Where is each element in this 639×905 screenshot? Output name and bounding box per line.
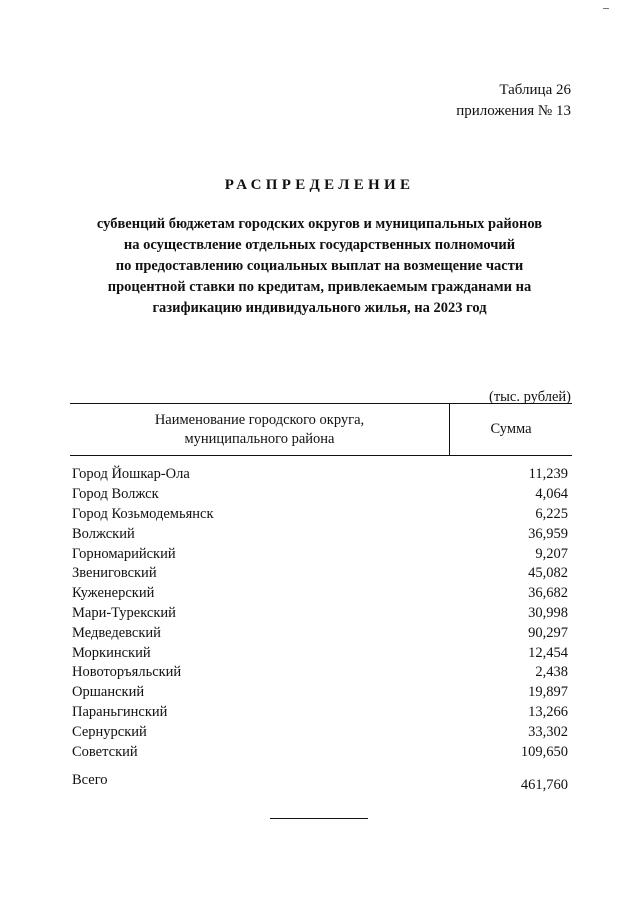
total-label: Всего xyxy=(72,772,108,788)
subtitle-line: газификацию индивидуального жилья, на 2023 год xyxy=(152,300,487,316)
row-sum: 12,454 xyxy=(528,644,568,661)
column-header-name-line: Наименование городского округа, xyxy=(154,411,365,428)
subtitle-line: процентной ставки по кредитам, привлекаемым гражданами на xyxy=(107,279,532,295)
row-name: Сернурский xyxy=(72,723,147,740)
document-title: РАСПРЕДЕЛЕНИЕ xyxy=(224,177,415,193)
document-subtitle xyxy=(60,214,579,319)
table-body xyxy=(72,465,568,762)
table-row xyxy=(72,683,568,703)
subtitle-line: по предоставлению социальных выплат на возмещение части xyxy=(115,258,524,274)
row-name: Звениговский xyxy=(72,565,157,582)
row-name: Мари-Турекский xyxy=(72,604,176,621)
row-sum: 4,064 xyxy=(535,486,568,503)
row-sum: 9,207 xyxy=(535,545,568,562)
row-name: Горномарийский xyxy=(72,545,176,562)
table-row xyxy=(72,485,568,505)
column-header-name xyxy=(70,404,450,455)
subtitle-line: субвенций бюджетам городских округов и муниципальных районов xyxy=(96,216,543,232)
table-row xyxy=(72,703,568,723)
row-name: Город Волжск xyxy=(72,486,159,503)
row-sum: 36,959 xyxy=(528,525,568,542)
table-row xyxy=(72,564,568,584)
row-name: Советский xyxy=(72,743,138,760)
row-name: Моркинский xyxy=(72,644,151,661)
row-name: Параньгинский xyxy=(72,703,168,720)
row-name: Город Козьмодемьянск xyxy=(72,505,214,522)
table-header xyxy=(70,403,572,456)
row-sum: 33,302 xyxy=(528,723,568,740)
corner-mark xyxy=(603,8,609,9)
table-row xyxy=(72,643,568,663)
table-row xyxy=(72,524,568,544)
table-row xyxy=(72,465,568,485)
column-header-name-line: муниципального района xyxy=(184,430,335,447)
row-sum: 36,682 xyxy=(528,585,568,602)
closing-rule xyxy=(270,818,368,819)
row-sum: 2,438 xyxy=(535,664,568,681)
row-sum: 11,239 xyxy=(528,466,568,483)
table-row xyxy=(72,663,568,683)
subtitle-line: на осуществление отдельных государственных полномочий xyxy=(123,237,516,253)
row-name: Медведевский xyxy=(72,624,161,641)
row-sum: 13,266 xyxy=(528,703,568,720)
row-sum: 30,998 xyxy=(528,604,568,621)
table-row xyxy=(72,584,568,604)
row-name: Город Йошкар-Ола xyxy=(72,466,190,483)
row-sum: 6,225 xyxy=(535,505,568,522)
appendix-number: приложения № 13 xyxy=(456,103,571,119)
row-name: Волжский xyxy=(72,525,135,542)
table-reference xyxy=(456,80,571,122)
row-sum: 109,650 xyxy=(520,743,568,760)
row-name: Новоторъяльский xyxy=(72,664,182,681)
row-name: Оршанский xyxy=(72,684,145,701)
table-row xyxy=(72,722,568,742)
row-sum: 45,082 xyxy=(528,565,568,582)
units-label: (тыс. рублей) xyxy=(489,389,571,405)
table-row xyxy=(72,505,568,525)
table-row xyxy=(72,544,568,564)
table-row xyxy=(72,604,568,624)
total-row xyxy=(72,772,568,792)
table-row xyxy=(72,623,568,643)
table-number: Таблица 26 xyxy=(499,82,571,98)
column-header-sum: Сумма xyxy=(490,421,532,437)
total-value: 461,760 xyxy=(520,777,568,793)
row-sum: 19,897 xyxy=(528,684,568,701)
row-sum: 90,297 xyxy=(528,624,568,641)
table-row xyxy=(72,742,568,762)
row-name: Куженерский xyxy=(72,585,155,602)
